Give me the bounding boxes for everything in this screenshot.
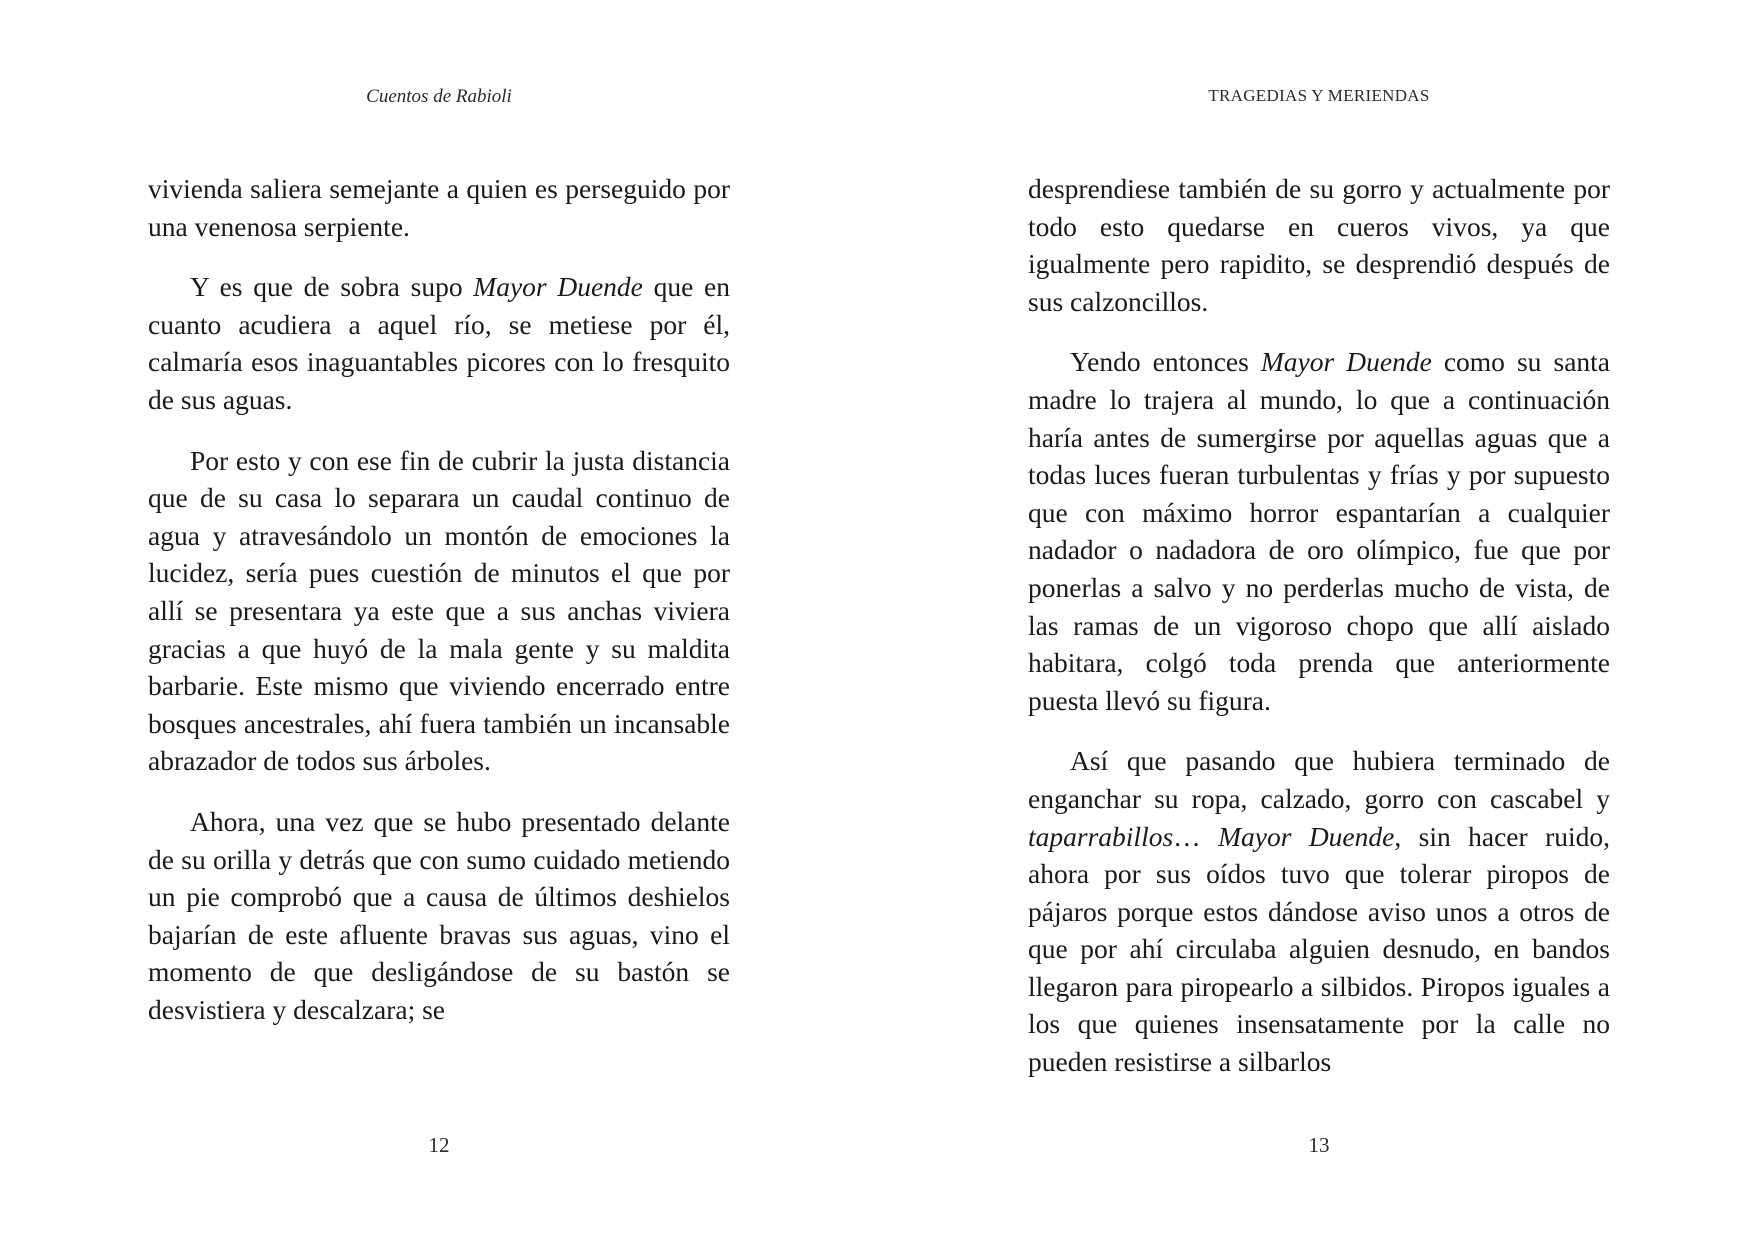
text-run: Por esto y con ese fin de cubrir la justa distancia que de su casa lo separara un caudal continuo de agua y atravesándolo un montón de emociones la lucidez, sería pues cuestión de minutos el que por allí se presentara ya este que a sus anchas viviera gracias a que huyó de la mala gente y su maldita barbarie. Este mismo que viviendo encerrado entre bosques ancestrales, ahí fuera también un incansable abrazador de todos sus árboles.	[148, 444, 730, 777]
text-run: vivienda saliera semejante a quien es perseguido por una venenosa serpiente.	[148, 173, 730, 242]
right-page	[874, 0, 1748, 1240]
page-number: 13	[1308, 1133, 1330, 1157]
page-number: 12	[428, 1133, 450, 1157]
italic-text: Mayor Duende	[1260, 346, 1432, 378]
italic-text: taparrabillos	[1028, 820, 1174, 852]
running-head-book-title: Cuentos de Rabioli	[366, 86, 512, 107]
paragraph	[148, 268, 730, 418]
paragraph	[1028, 742, 1610, 1080]
paragraph	[148, 803, 730, 1029]
italic-text: Mayor Duende	[1218, 820, 1395, 852]
paragraph	[148, 442, 730, 780]
running-head-chapter-title: TRAGEDIAS Y MERIENDAS	[1208, 86, 1430, 105]
text-run: Yendo entonces	[1070, 346, 1261, 378]
text-run: como su santa madre lo trajera al mundo, lo que a continuación haría antes de sumergirse por aquellas aguas que a todas luces fueran turbulentas y frías y por supuesto que con máximo horror espantarían a cualquier nadador o nadadora de oro olímpico, fue que por ponerlas a salvo y no perderlas mucho de vista, de las ramas de un vigoroso chopo que allí aislado habitara, colgó toda prenda que anteriormente puesta llevó su figura.	[1028, 346, 1610, 716]
italic-text: Mayor Duende	[473, 271, 643, 303]
text-run: que en cuanto acudiera a aquel río, se metiese por él, calmaría esos inaguantables picores con lo fresquito de sus aguas.	[148, 271, 730, 415]
paragraph	[1028, 343, 1610, 719]
text-run: Y es que de sobra supo	[190, 271, 474, 303]
text-run: desprendiese también de su gorro y actualmente por todo esto quedarse en cueros vivos, ya que igualmente pero rapidito, se desprendió después de sus calzoncillos.	[1028, 173, 1610, 317]
text-run: Así que pasando que hubiera terminado de enganchar su ropa, calzado, gorro con cascabel y	[1028, 745, 1610, 814]
paragraph	[1028, 170, 1610, 320]
text-run: Ahora, una vez que se hubo presentado delante de su orilla y detrás que con sumo cuidado metiendo un pie comprobó que a causa de últimos deshielos bajarían de este afluente bravas sus aguas, vino el momento de que desligándose de su bastón se desvistiera y descalzara; se	[148, 805, 730, 1025]
paragraph	[148, 170, 730, 245]
body-text	[1028, 170, 1610, 1104]
text-run: , sin hacer ruido, ahora por sus oídos tuvo que tolerar piropos de pájaros porque estos dándose aviso unos a otros de que por ahí circulaba alguien desnudo, en bandos llegaron para piropearlo a silbidos. Piropos iguales a los que quienes insensatamente por la calle no pueden resistirse a silbarlos	[1028, 820, 1610, 1078]
text-run: …	[1173, 820, 1219, 852]
body-text	[148, 170, 730, 1051]
